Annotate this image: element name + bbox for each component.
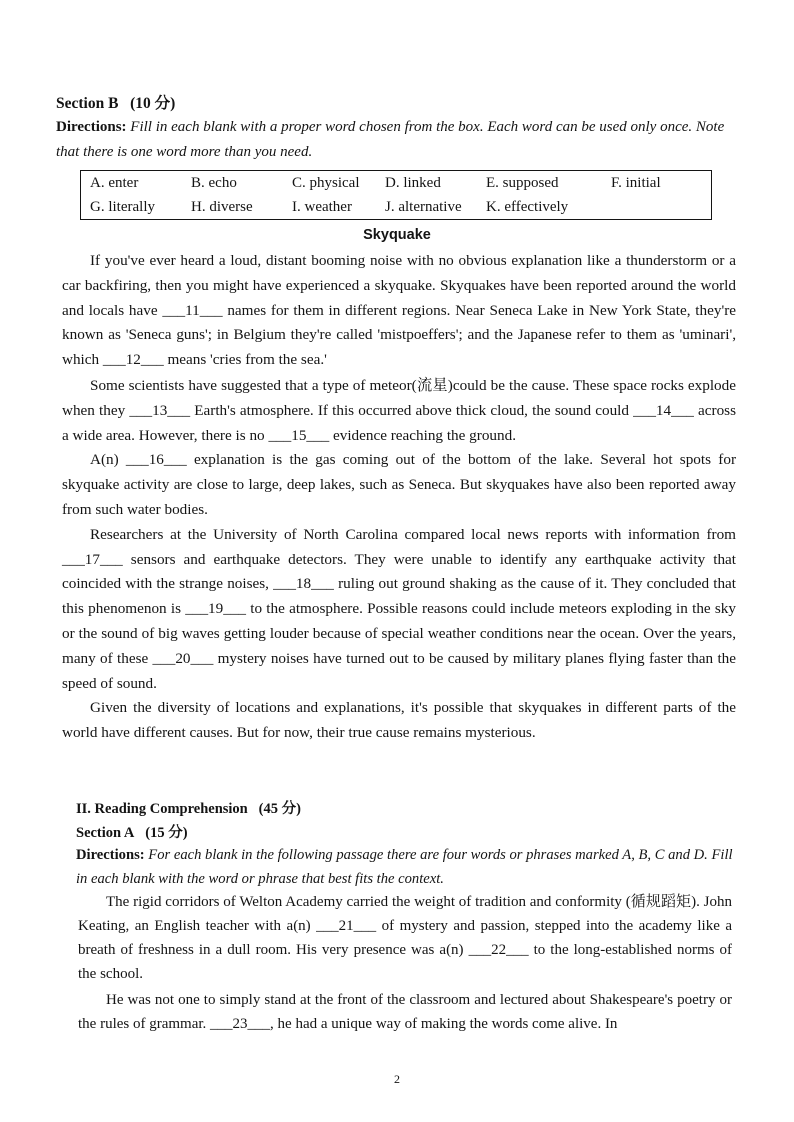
section-a-passage [78,890,732,1036]
directions-text: Fill in each blank with a proper word chosen from the box. Each word can be used only once. Note that there is one word more than you need. [56,119,725,160]
word-option: E. supposed [486,175,559,191]
part2-heading [76,797,301,818]
section-b-points: (10 分) [130,95,176,112]
section-a-points: (15 分) [145,825,188,841]
word-option: F. initial [611,175,661,191]
section-a-heading [76,821,188,842]
directions-text: For each blank in the following passage there are four words or phrases marked A, B, C and D. Fill in each blank with the word or phrase that best fits the context. [76,847,733,887]
word-option: A. enter [90,175,139,191]
word-option: H. diverse [191,199,253,215]
section-a-title: Section A [76,825,135,841]
section-b-title: Section B [56,95,119,112]
word-option: C. physical [292,175,360,191]
passage-title: Skyquake [363,227,431,243]
passage-paragraph: Given the diversity of locations and explanations, it's possible that skyquakes in different parts of the world have different causes. But for now, their true cause remains mysterious. [62,699,736,742]
directions-label: Directions: [56,119,127,135]
part2-title: II. Reading Comprehension [76,801,248,817]
word-option: K. effectively [486,199,569,215]
passage-b-body [62,249,736,746]
part2-points: (45 分) [258,801,301,817]
word-box [80,170,712,220]
page-number: 2 [394,1072,400,1086]
section-a-directions [76,843,736,891]
word-option: J. alternative [385,199,462,215]
word-option: I. weather [292,199,352,215]
section-b-directions [56,115,744,165]
passage-paragraph: He was not one to simply stand at the front of the classroom and lectured about Shakespeare's poetry or the rules of grammar. ___23___, he had a unique way of making the words come alive. In [78,992,732,1032]
passage-paragraph: Some scientists have suggested that a type of meteor(流星)could be the cause. These space rocks explode when they ___13___ Earth's atmosphere. If this occurred above thick cloud, the sound could ___14___ across a wide area. However, there is no ___15___ evidence reaching the ground. [62,376,736,444]
passage-paragraph: The rigid corridors of Welton Academy carried the weight of tradition and conformity (循规蹈矩). John Keating, an English teacher with a(n) ___21___ of mystery and passion, stepped into the academy like a breath of freshness in a dull room. His very presence was a(n) ___22___ to the long-established norms of the school. [78,894,732,982]
passage-paragraph: If you've ever heard a loud, distant booming noise with no obvious explanation like a thunderstorm or a car backfiring, then you might have experienced a skyquake. Skyquakes have been reported around the world and locals have ___11___ names for them in different regions. Near Seneca Lake in New York State, they're known as 'Seneca guns'; in Belgium they're called 'mistpoeffers'; and the Japanese refer to them as 'uminari', which ___12___ means 'cries from the sea.' [62,252,736,369]
word-option: G. literally [90,199,155,215]
word-option: D. linked [385,175,441,191]
passage-paragraph: A(n) ___16___ explanation is the gas coming out of the bottom of the lake. Several hot spots for skyquake activity are close to large, deep lakes, such as Seneca. But skyquakes have also been reported away from such water bodies. [62,451,736,518]
passage-paragraph: Researchers at the University of North Carolina compared local news reports with information from ___17___ sensors and earthquake detectors. They were unable to identify any earthquake activity that coincided with the strange noises, ___18___ ruling out ground shaking as the cause of it. They concluded that this phenomenon is ___19___ to the atmosphere. Possible reasons could include meteors exploding in the sky or the sound of big waves getting louder because of special weather conditions near the ocean. Over the years, many of these ___20___ mystery noises have turned out to be caused by military planes flying faster than the speed of sound. [62,525,736,692]
directions-label: Directions: [76,847,145,863]
word-option: B. echo [191,175,237,191]
section-b-heading [56,91,175,113]
